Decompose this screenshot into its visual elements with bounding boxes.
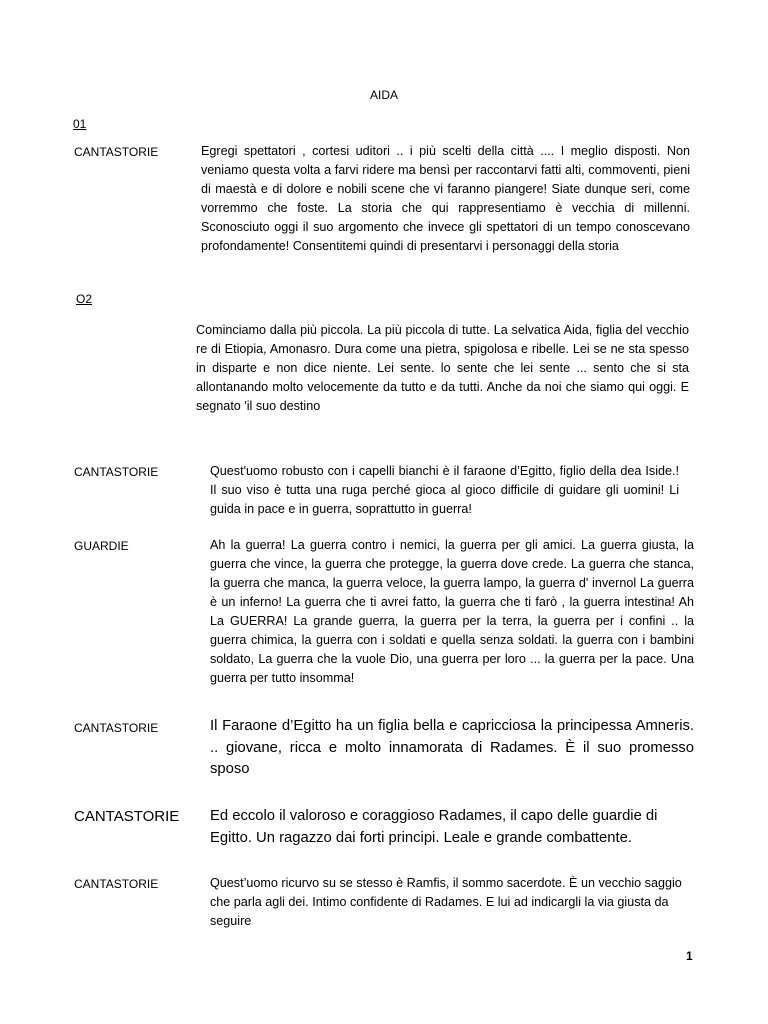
dialogue-text: Ah la guerra! La guerra contro i nemici, la guerra per gli amici. La guerra giusta, la guerra che vince, la guerra che protegge, la guerra dove crede. La guerra che stanca, la guerra che manca, la guerra veloce, la guerra lampo, la guerra d' invernol La guerra è un inferno! La guerra che ti avrei fatto, la guerra che ti farò , la guerra intestina! Ah La GUERRA! La grande guerra, la guerra per la terra, la guerra per i confini .. la guerra chimica, la guerra con i soldati e quella senza soldati. la guerra con i bambini soldato, La guerra che la vuole Dio, una guerra per loro ... la guerra per la pace. Una guerra per tutto insomma! bbox=[210, 538, 694, 685]
scene-number-01: 01 bbox=[73, 117, 87, 131]
dialogue-text: Cominciamo dalla più piccola. La più piccola di tutte. La selvatica Aida, figlia del vecchio re di Etiopia, Amonasro. Dura come una pietra, spigolosa e ribelle. Lei se ne sta spesso in disparte e non dice niente. Lei sente. lo sente che lei sente ... sento che si sta allontanando molto velocemente da tutto e da tutti. Anche da noi che siamo qui oggi. E segnato 'il suo destino bbox=[196, 323, 689, 413]
dialogue-text: Quest'uomo robusto con i capelli bianchi è il faraone d’Egitto, figlio della dea Iside.! Il suo viso è tutta una ruga perché gioca al gioco difficile di guidare gli uomini! Li guida in pace e in guerra, soprattutto in guerra! bbox=[210, 464, 679, 516]
dialogue-text: Egregi spettatori , cortesi uditori .. i più scelti della città .... I meglio disposti. Non veniamo questa volta a farvi ridere ma bensì per raccontarvi fatti alti, commoventi, pieni di maestà e di dolore e nobili scene che vi faranno piangere! Siate dunque seri, come vorremmo che foste. La storia che qui rappresentiamo è vecchia di millenni. Sconosciuto oggi il suo argomento che invece gli spettatori di un tempo conoscevano profondamente! Consentitemi quindi di presentarvi i personaggi della storia bbox=[201, 144, 690, 253]
speaker-label: CANTASTORIE bbox=[74, 145, 159, 159]
speaker-label: CANTASTORIE bbox=[74, 465, 159, 479]
dialogue-text: Ed eccolo il valoroso e coraggioso Radames, il capo delle guardie di Egitto. Un ragazzo dai forti principi. Leale e grande combattente. bbox=[210, 808, 658, 846]
dialogue-text: Il Faraone d’Egitto ha un figlia bella e capricciosa la principessa Amneris. .. giovane, ricca e molto innamorata di Radames. È il suo promesso sposo bbox=[210, 718, 694, 777]
page-number: 1 bbox=[686, 949, 693, 963]
dialogue-text: Quest’uomo ricurvo su se stesso è Ramfis, il sommo sacerdote. È un vecchio saggio che parla agli dei. Intimo confidente di Radames. E lui ad indicargli la via giusta da seguire bbox=[210, 876, 682, 928]
speaker-label: CANTASTORIE bbox=[74, 721, 159, 735]
document-title: AIDA bbox=[369, 88, 398, 102]
speaker-label: GUARDIE bbox=[74, 539, 129, 553]
speaker-label: CANTASTORIE bbox=[74, 808, 180, 825]
speaker-label: CANTASTORIE bbox=[74, 877, 159, 891]
scene-number-02: O2 bbox=[76, 292, 93, 306]
